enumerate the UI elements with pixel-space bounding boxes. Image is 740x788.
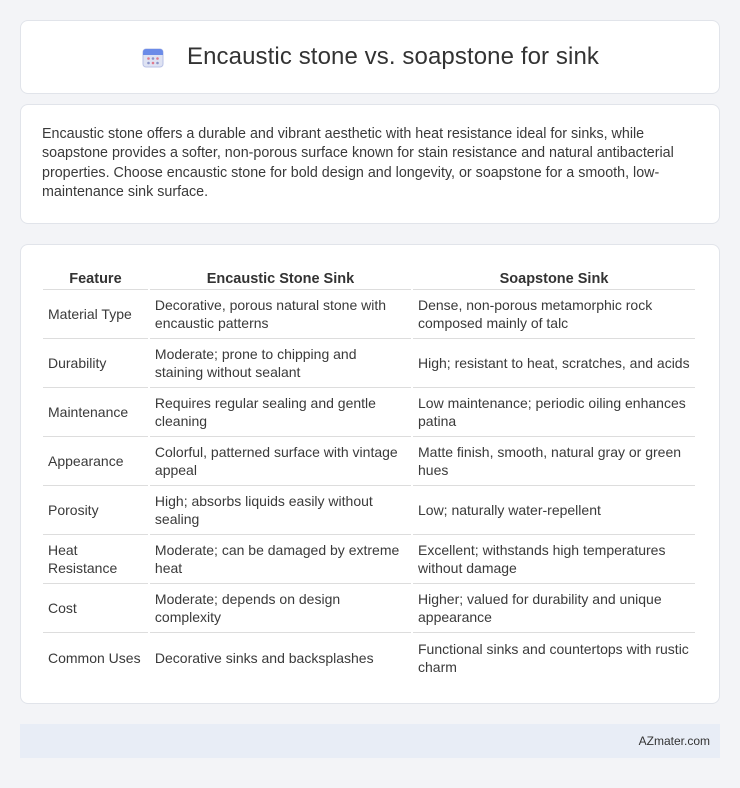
feature-cell: Maintenance (43, 388, 148, 437)
page-title: Encaustic stone vs. soapstone for sink (186, 43, 599, 70)
table-row (43, 339, 695, 388)
feature-cell: Material Type (43, 290, 148, 339)
soapstone-cell: Dense, non-porous metamorphic rock composed mainly of talc (413, 290, 695, 339)
encaustic-cell: Moderate; depends on design complexity (150, 584, 411, 633)
table-row (43, 535, 695, 584)
encaustic-cell: Colorful, patterned surface with vintage appeal (150, 437, 411, 486)
table-row (43, 388, 695, 437)
encaustic-cell: Moderate; prone to chipping and staining without sealant (150, 339, 411, 388)
table-row (43, 437, 695, 486)
table-row (43, 633, 695, 682)
intro-text: Encaustic stone offers a durable and vibrant aesthetic with heat resistance ideal for sinks, while soapstone provides a softer, non-porous surface known for stain resistance and natural antibacterial properties. Choose encaustic stone for bold design and longevity, or soapstone for a smooth, low-maintenance sink surface. (42, 126, 674, 200)
table-row (43, 486, 695, 535)
comparison-table-card (20, 244, 720, 704)
feature-cell: Common Uses (48, 649, 141, 666)
soapstone-cell: Higher; valued for durability and unique appearance (413, 584, 695, 633)
header-encaustic: Encaustic Stone Sink (150, 266, 411, 290)
feature-cell: Appearance (43, 437, 148, 486)
soapstone-cell: Excellent; withstands high temperatures without damage (413, 535, 695, 584)
footer-site-link[interactable]: AZmater.com (638, 734, 710, 748)
calendar-icon (141, 45, 165, 69)
encaustic-cell: Moderate; can be damaged by extreme heat (150, 535, 411, 584)
encaustic-cell: Requires regular sealing and gentle cleaning (150, 388, 411, 437)
encaustic-cell: Decorative, porous natural stone with encaustic patterns (150, 290, 411, 339)
table-row (43, 584, 695, 633)
soapstone-cell: Low maintenance; periodic oiling enhances patina (413, 388, 695, 437)
table-header-row (43, 266, 695, 290)
header-feature: Feature (43, 266, 148, 290)
intro-card (20, 104, 720, 224)
footer (20, 724, 720, 758)
header-card (20, 20, 720, 94)
feature-cell: Durability (43, 339, 148, 388)
comparison-table (41, 266, 697, 682)
header-soapstone: Soapstone Sink (413, 266, 695, 290)
soapstone-cell: Matte finish, smooth, natural gray or green hues (413, 437, 695, 486)
soapstone-cell: Functional sinks and countertops with rustic charm (418, 640, 689, 675)
soapstone-cell: High; resistant to heat, scratches, and acids (413, 339, 695, 388)
feature-cell: Porosity (43, 486, 148, 535)
feature-cell: Cost (43, 584, 148, 633)
title-wrap (141, 43, 599, 71)
soapstone-cell: Low; naturally water-repellent (413, 486, 695, 535)
encaustic-cell: High; absorbs liquids easily without sealing (150, 486, 411, 535)
encaustic-cell: Decorative sinks and backsplashes (154, 649, 374, 666)
table-row (43, 290, 695, 339)
feature-cell: Heat Resistance (43, 535, 148, 584)
